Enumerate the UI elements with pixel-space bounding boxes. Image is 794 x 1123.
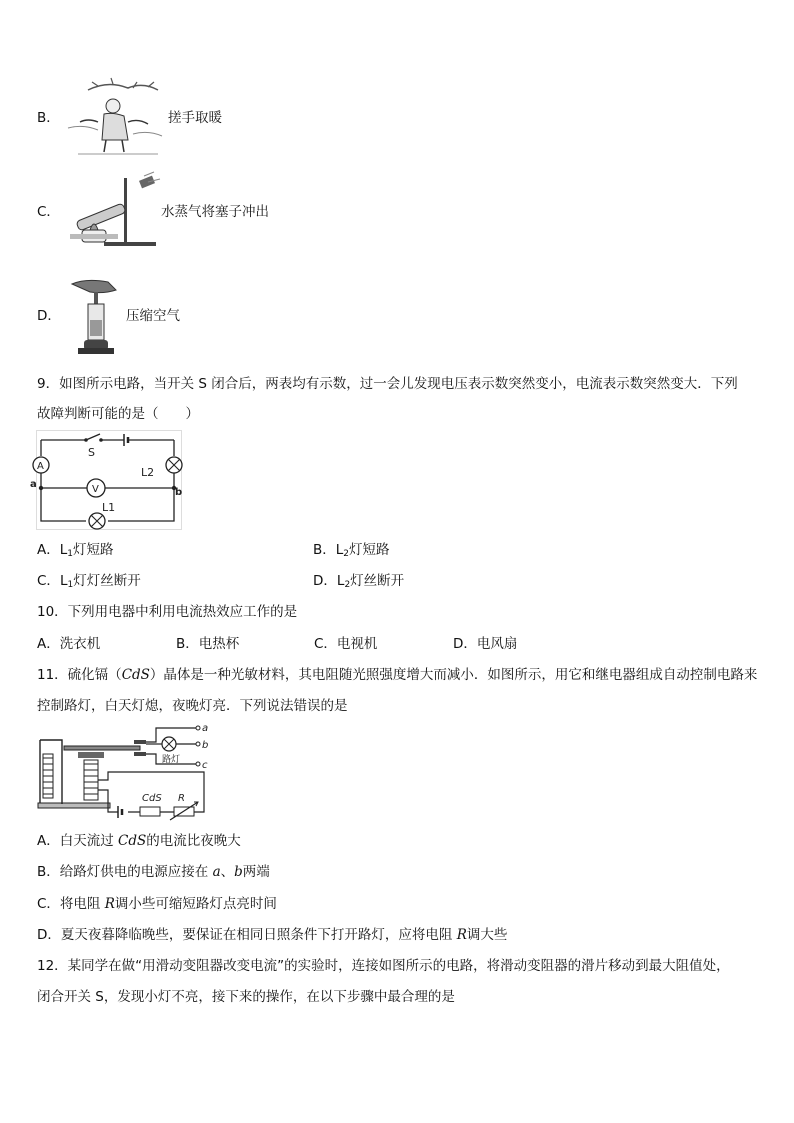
q11-stem-line1: 11．硫化镉（CdS）晶体是一种光敏材料，其电阻随光照强度增大而减小．如图所示，用它和继电器组成自动控制电路来 bbox=[37, 667, 758, 683]
switch-label: S bbox=[88, 446, 95, 459]
q11-relay-diagram bbox=[38, 720, 214, 816]
q9-option-d: D．$L_2$灯丝断开 bbox=[313, 573, 405, 590]
air-compression-figure bbox=[68, 276, 124, 358]
node-b-label: b bbox=[175, 487, 183, 498]
option-b-letter: B． bbox=[37, 110, 60, 126]
street-lamp-label: 路灯 bbox=[162, 755, 181, 765]
option-b-text: 搓手取暖 bbox=[168, 110, 222, 126]
q10-option-b: B．电热杯 bbox=[176, 636, 240, 652]
node-a-label: a bbox=[30, 479, 37, 490]
voltmeter-label: V bbox=[92, 484, 99, 495]
q11-stem-line2: 控制路灯，白天灯熄，夜晚灯亮．下列说法错误的是 bbox=[37, 698, 348, 714]
lamp-l2-label: L2 bbox=[141, 466, 155, 479]
option-c-letter: C． bbox=[37, 204, 60, 220]
terminal-a-label: a bbox=[202, 723, 209, 734]
switch-s-blade bbox=[86, 434, 100, 440]
q10-option-c: C．电视机 bbox=[314, 636, 378, 652]
option-c-text: 水蒸气将塞子冲出 bbox=[161, 204, 269, 220]
q11-option-d: D．夏天夜暮降临晚些，要保证在相同日照条件下打开路灯，应将电阻 R调大些 bbox=[37, 927, 508, 943]
q9-option-a: A．$L_1$灯短路 bbox=[37, 542, 114, 559]
option-d-text: 压缩空气 bbox=[126, 308, 180, 324]
q9-circuit-diagram bbox=[30, 430, 183, 530]
q11-option-a: A．白天流过 CdS的电流比夜晚大 bbox=[37, 833, 241, 849]
q9-stem-line1: 9．如图所示电路，当开关 S 闭合后，两表均有示数，过一会儿发现电压表示数突然变小，电流表示数突然变大．下列 bbox=[37, 376, 738, 392]
hand-rubbing-figure bbox=[58, 78, 168, 156]
q12-stem-line2: 闭合开关 S，发现小灯不亮，接下来的操作，在以下步骤中最合理的是 bbox=[37, 989, 455, 1005]
ammeter-label: A bbox=[37, 461, 44, 472]
terminal-b-label: b bbox=[202, 740, 209, 751]
q10-stem: 10．下列用电器中利用电流热效应工作的是 bbox=[37, 604, 298, 620]
terminal-c-label: c bbox=[202, 760, 208, 771]
r-label: R bbox=[178, 793, 185, 804]
lamp-l1-label: L1 bbox=[102, 501, 116, 514]
q11-option-c: C．将电阻 R调小些可缩短路灯点亮时间 bbox=[37, 896, 277, 912]
test-tube-steam-figure bbox=[64, 172, 164, 248]
q9-stem-line2: 故障判断可能的是（ ） bbox=[37, 406, 199, 422]
q10-option-a: A．洗衣机 bbox=[37, 636, 101, 652]
q12-stem-line1: 12．某同学在做“用滑动变阻器改变电流”的实验时，连接如图所示的电路，将滑动变阻器的滑片移动到最大阻值处， bbox=[37, 958, 730, 974]
cds-label: CdS bbox=[142, 793, 162, 804]
q11-option-b: B．给路灯供电的电源应接在 a、b两端 bbox=[37, 864, 270, 880]
q9-option-b: B．$L_2$灯短路 bbox=[313, 542, 390, 559]
q9-option-c: C．$L_1$灯灯丝断开 bbox=[37, 573, 141, 590]
option-d-letter: D． bbox=[37, 308, 61, 324]
cds-resistor bbox=[140, 807, 160, 816]
q10-option-d: D．电风扇 bbox=[453, 636, 518, 652]
